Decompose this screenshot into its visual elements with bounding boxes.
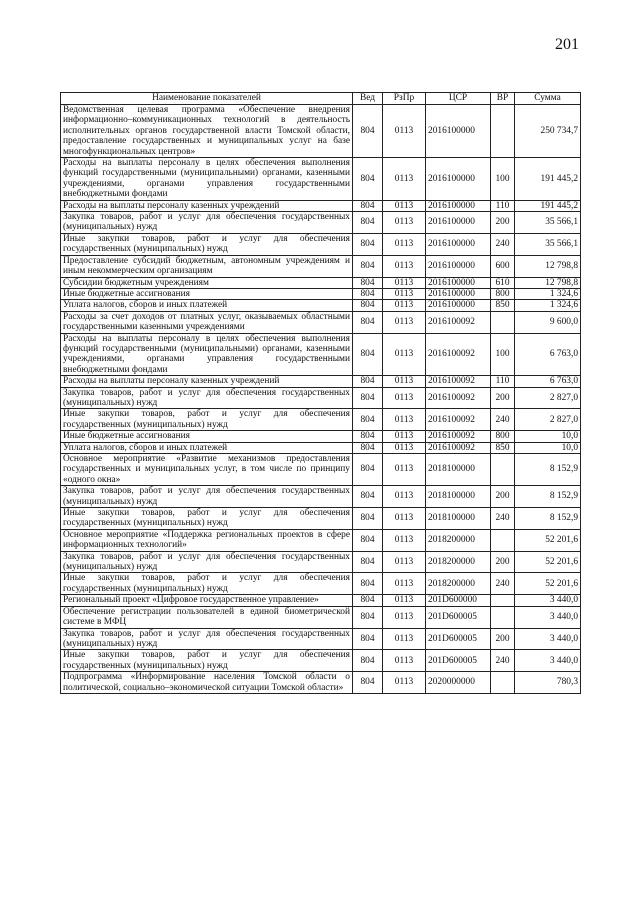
- row-name-cell: Ведомственная целевая программа «Обеспечение внедрения информационно–коммуникационных технологий в деятельность исполнительных органов государственной власти Томской области, предоставление государственных и муниципальных услуг на базе многофункциональных центров»: [61, 105, 353, 158]
- row-sum-cell: 3 440,0: [515, 628, 581, 650]
- header-ved: Вед: [353, 93, 383, 105]
- row-vr-cell: 240: [491, 573, 515, 595]
- row-name-cell: Предоставление субсидий бюджетным, автономным учреждениям и иным некоммерческим организациям: [61, 255, 353, 277]
- row-rzpr-cell: 0113: [383, 387, 426, 409]
- row-sum-cell: 780,3: [515, 672, 581, 694]
- header-sum: Сумма: [515, 93, 581, 105]
- row-ved-cell: 804: [353, 431, 383, 442]
- row-name-cell: Закупка товаров, работ и услуг для обеспечения государственных (муниципальных) нужд: [61, 387, 353, 409]
- row-csr-cell: 2016100092: [426, 387, 491, 409]
- row-ved-cell: 804: [353, 255, 383, 277]
- row-rzpr-cell: 0113: [383, 376, 426, 387]
- row-csr-cell: 2016100000: [426, 233, 491, 255]
- row-ved-cell: 804: [353, 409, 383, 431]
- row-rzpr-cell: 0113: [383, 277, 426, 288]
- row-ved-cell: 804: [353, 508, 383, 530]
- row-csr-cell: 2016100000: [426, 300, 491, 311]
- header-vr: ВР: [491, 93, 515, 105]
- row-sum-cell: 3 440,0: [515, 595, 581, 606]
- row-ved-cell: 804: [353, 105, 383, 158]
- row-name-cell: Иные закупки товаров, работ и услуг для обеспечения государственных (муниципальных) нужд: [61, 650, 353, 672]
- row-name-cell: Подпрограмма «Информирование населения Томской области о политической, социально–экономической ситуации Томской области»: [61, 672, 353, 694]
- row-vr-cell: 200: [491, 628, 515, 650]
- row-rzpr-cell: 0113: [383, 508, 426, 530]
- row-ved-cell: 804: [353, 442, 383, 453]
- row-sum-cell: 6 763,0: [515, 333, 581, 376]
- row-vr-cell: [491, 311, 515, 333]
- row-ved-cell: 804: [353, 333, 383, 376]
- row-sum-cell: 10,0: [515, 442, 581, 453]
- table-row: [61, 311, 581, 333]
- row-name-cell: Региональный проект «Цифровое государственное управление»: [61, 595, 353, 606]
- row-name-cell: Уплата налогов, сборов и иных платежей: [61, 300, 353, 311]
- table-row: [61, 200, 581, 211]
- row-rzpr-cell: 0113: [383, 606, 426, 628]
- table-row: [61, 529, 581, 551]
- row-ved-cell: 804: [353, 200, 383, 211]
- table-row: [61, 277, 581, 288]
- row-rzpr-cell: 0113: [383, 200, 426, 211]
- row-name-cell: Иные бюджетные ассигнования: [61, 431, 353, 442]
- row-sum-cell: 191 445,2: [515, 158, 581, 201]
- row-ved-cell: 804: [353, 595, 383, 606]
- row-vr-cell: [491, 672, 515, 694]
- row-name-cell: Обеспечение регистрации пользователей в единой биометрической системе в МФЦ: [61, 606, 353, 628]
- row-ved-cell: 804: [353, 606, 383, 628]
- table-row: [61, 573, 581, 595]
- row-csr-cell: 2016100000: [426, 200, 491, 211]
- row-vr-cell: 800: [491, 431, 515, 442]
- row-ved-cell: 804: [353, 573, 383, 595]
- table-row: [61, 288, 581, 299]
- row-rzpr-cell: 0113: [383, 551, 426, 573]
- row-name-cell: Расходы на выплаты персоналу казенных учреждений: [61, 200, 353, 211]
- row-rzpr-cell: 0113: [383, 454, 426, 486]
- row-rzpr-cell: 0113: [383, 628, 426, 650]
- row-name-cell: Закупка товаров, работ и услуг для обеспечения государственных (муниципальных) нужд: [61, 212, 353, 234]
- row-sum-cell: 35 566,1: [515, 212, 581, 234]
- row-rzpr-cell: 0113: [383, 255, 426, 277]
- row-sum-cell: 6 763,0: [515, 376, 581, 387]
- row-name-cell: Закупка товаров, работ и услуг для обеспечения государственных (муниципальных) нужд: [61, 628, 353, 650]
- row-sum-cell: 12 798,8: [515, 277, 581, 288]
- table-row: [61, 486, 581, 508]
- table-row: [61, 105, 581, 158]
- row-rzpr-cell: 0113: [383, 595, 426, 606]
- row-vr-cell: 240: [491, 409, 515, 431]
- row-rzpr-cell: 0113: [383, 672, 426, 694]
- table-row: [61, 431, 581, 442]
- row-csr-cell: 2018200000: [426, 551, 491, 573]
- row-vr-cell: 200: [491, 387, 515, 409]
- row-name-cell: Закупка товаров, работ и услуг для обеспечения государственных (муниципальных) нужд: [61, 551, 353, 573]
- row-csr-cell: 2016100092: [426, 442, 491, 453]
- table-row: [61, 233, 581, 255]
- row-rzpr-cell: 0113: [383, 105, 426, 158]
- row-vr-cell: 800: [491, 288, 515, 299]
- row-csr-cell: 201D600005: [426, 650, 491, 672]
- row-vr-cell: [491, 529, 515, 551]
- row-ved-cell: 804: [353, 300, 383, 311]
- row-rzpr-cell: 0113: [383, 300, 426, 311]
- row-sum-cell: 10,0: [515, 431, 581, 442]
- row-ved-cell: 804: [353, 454, 383, 486]
- row-rzpr-cell: 0113: [383, 486, 426, 508]
- table-row: [61, 454, 581, 486]
- row-rzpr-cell: 0113: [383, 333, 426, 376]
- row-rzpr-cell: 0113: [383, 650, 426, 672]
- table-row: [61, 672, 581, 694]
- row-vr-cell: 110: [491, 200, 515, 211]
- table-row: [61, 508, 581, 530]
- row-csr-cell: 201D600005: [426, 606, 491, 628]
- row-name-cell: Иные закупки товаров, работ и услуг для обеспечения государственных (муниципальных) нужд: [61, 573, 353, 595]
- row-csr-cell: 2018200000: [426, 573, 491, 595]
- page-number: 201: [555, 36, 579, 53]
- row-csr-cell: 2016100000: [426, 277, 491, 288]
- row-ved-cell: 804: [353, 158, 383, 201]
- row-ved-cell: 804: [353, 311, 383, 333]
- row-rzpr-cell: 0113: [383, 288, 426, 299]
- row-ved-cell: 804: [353, 212, 383, 234]
- row-sum-cell: 52 201,6: [515, 573, 581, 595]
- table-row: [61, 387, 581, 409]
- table-row: [61, 628, 581, 650]
- row-csr-cell: 2016100092: [426, 431, 491, 442]
- row-ved-cell: 804: [353, 486, 383, 508]
- header-name: Наименование показателей: [61, 93, 353, 105]
- table-row: [61, 255, 581, 277]
- row-ved-cell: 804: [353, 387, 383, 409]
- row-name-cell: Основное мероприятие «Поддержка региональных проектов в сфере информационных технологий»: [61, 529, 353, 551]
- row-sum-cell: 52 201,6: [515, 529, 581, 551]
- row-rzpr-cell: 0113: [383, 212, 426, 234]
- table-body: [61, 105, 581, 694]
- row-sum-cell: 191 445,2: [515, 200, 581, 211]
- row-vr-cell: 850: [491, 442, 515, 453]
- row-vr-cell: [491, 595, 515, 606]
- row-vr-cell: 100: [491, 158, 515, 201]
- row-csr-cell: 2016100000: [426, 158, 491, 201]
- row-csr-cell: 2016100000: [426, 212, 491, 234]
- row-csr-cell: 2018100000: [426, 454, 491, 486]
- row-vr-cell: 850: [491, 300, 515, 311]
- row-sum-cell: 52 201,6: [515, 551, 581, 573]
- row-rzpr-cell: 0113: [383, 409, 426, 431]
- row-vr-cell: 110: [491, 376, 515, 387]
- row-rzpr-cell: 0113: [383, 431, 426, 442]
- header-csr: ЦСР: [426, 93, 491, 105]
- table-row: [61, 376, 581, 387]
- row-sum-cell: 8 152,9: [515, 508, 581, 530]
- row-csr-cell: 2016100000: [426, 288, 491, 299]
- row-name-cell: Расходы на выплаты персоналу в целях обеспечения выполнения функций государственными (муниципальными) органами, казенными учреждениями, органами управления государственными внебюджетными фондами: [61, 333, 353, 376]
- row-sum-cell: 2 827,0: [515, 387, 581, 409]
- row-sum-cell: 9 600,0: [515, 311, 581, 333]
- row-vr-cell: 610: [491, 277, 515, 288]
- row-csr-cell: 2016100092: [426, 376, 491, 387]
- row-csr-cell: 201D600005: [426, 628, 491, 650]
- row-rzpr-cell: 0113: [383, 233, 426, 255]
- table-row: [61, 551, 581, 573]
- row-sum-cell: 3 440,0: [515, 606, 581, 628]
- row-rzpr-cell: 0113: [383, 573, 426, 595]
- row-sum-cell: 250 734,7: [515, 105, 581, 158]
- table-row: [61, 595, 581, 606]
- row-vr-cell: 240: [491, 650, 515, 672]
- row-csr-cell: 2018100000: [426, 486, 491, 508]
- row-csr-cell: 2016100092: [426, 333, 491, 376]
- row-name-cell: Иные закупки товаров, работ и услуг для обеспечения государственных (муниципальных) нужд: [61, 508, 353, 530]
- row-vr-cell: [491, 606, 515, 628]
- row-vr-cell: 240: [491, 508, 515, 530]
- row-ved-cell: 804: [353, 551, 383, 573]
- row-name-cell: Закупка товаров, работ и услуг для обеспечения государственных (муниципальных) нужд: [61, 486, 353, 508]
- row-name-cell: Основное мероприятие «Развитие механизмов предоставления государственных и муниципальных услуг, в том числе по принципу «одного окна»: [61, 454, 353, 486]
- row-rzpr-cell: 0113: [383, 529, 426, 551]
- row-name-cell: Уплата налогов, сборов и иных платежей: [61, 442, 353, 453]
- row-sum-cell: 1 324,6: [515, 300, 581, 311]
- row-name-cell: Расходы за счет доходов от платных услуг, оказываемых областными государственными казенными учреждениями: [61, 311, 353, 333]
- row-rzpr-cell: 0113: [383, 311, 426, 333]
- table-row: [61, 442, 581, 453]
- row-name-cell: Расходы на выплаты персоналу в целях обеспечения выполнения функций государственными (муниципальными) органами, казенными учреждениями, органами управления государственными внебюджетными фондами: [61, 158, 353, 201]
- row-ved-cell: 804: [353, 672, 383, 694]
- row-vr-cell: 200: [491, 212, 515, 234]
- row-sum-cell: 1 324,6: [515, 288, 581, 299]
- row-vr-cell: 200: [491, 551, 515, 573]
- row-ved-cell: 804: [353, 628, 383, 650]
- row-csr-cell: 2016100092: [426, 311, 491, 333]
- table-row: [61, 333, 581, 376]
- table-row: [61, 300, 581, 311]
- row-name-cell: Иные закупки товаров, работ и услуг для обеспечения государственных (муниципальных) нужд: [61, 233, 353, 255]
- row-vr-cell: [491, 454, 515, 486]
- row-sum-cell: 8 152,9: [515, 454, 581, 486]
- row-ved-cell: 804: [353, 277, 383, 288]
- row-sum-cell: 2 827,0: [515, 409, 581, 431]
- row-ved-cell: 804: [353, 233, 383, 255]
- row-ved-cell: 804: [353, 288, 383, 299]
- row-vr-cell: [491, 105, 515, 158]
- row-ved-cell: 804: [353, 529, 383, 551]
- row-csr-cell: 2018200000: [426, 529, 491, 551]
- row-vr-cell: 100: [491, 333, 515, 376]
- row-rzpr-cell: 0113: [383, 158, 426, 201]
- row-csr-cell: 2020000000: [426, 672, 491, 694]
- table-row: [61, 409, 581, 431]
- table-row: [61, 650, 581, 672]
- row-sum-cell: 8 152,9: [515, 486, 581, 508]
- table-row: [61, 158, 581, 201]
- row-name-cell: Расходы на выплаты персоналу казенных учреждений: [61, 376, 353, 387]
- row-csr-cell: 2016100092: [426, 409, 491, 431]
- row-sum-cell: 35 566,1: [515, 233, 581, 255]
- row-csr-cell: 201D600000: [426, 595, 491, 606]
- row-name-cell: Субсидии бюджетным учреждениям: [61, 277, 353, 288]
- row-vr-cell: 200: [491, 486, 515, 508]
- table-header-row: [61, 93, 581, 105]
- row-sum-cell: 3 440,0: [515, 650, 581, 672]
- row-name-cell: Иные закупки товаров, работ и услуг для обеспечения государственных (муниципальных) нужд: [61, 409, 353, 431]
- row-name-cell: Иные бюджетные ассигнования: [61, 288, 353, 299]
- row-vr-cell: 600: [491, 255, 515, 277]
- row-ved-cell: 804: [353, 376, 383, 387]
- row-ved-cell: 804: [353, 650, 383, 672]
- budget-table: [60, 92, 581, 694]
- row-vr-cell: 240: [491, 233, 515, 255]
- table-row: [61, 606, 581, 628]
- row-csr-cell: 2016100000: [426, 255, 491, 277]
- header-rzpr: РзПр: [383, 93, 426, 105]
- table-row: [61, 212, 581, 234]
- row-sum-cell: 12 798,8: [515, 255, 581, 277]
- row-csr-cell: 2018100000: [426, 508, 491, 530]
- row-rzpr-cell: 0113: [383, 442, 426, 453]
- row-csr-cell: 2016100000: [426, 105, 491, 158]
